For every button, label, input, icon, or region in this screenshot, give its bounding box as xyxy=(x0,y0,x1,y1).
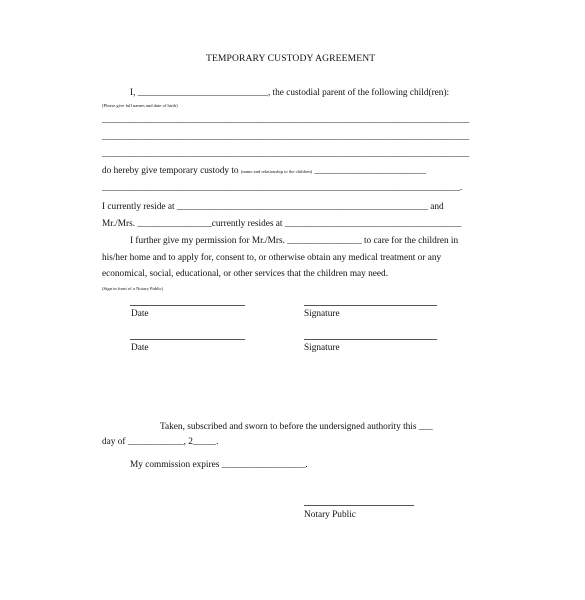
date-sign-line-2 xyxy=(130,339,245,340)
notary-note: (Sign in front of a Notary Public) xyxy=(102,286,164,291)
custody-end-line: _____________________________________________________________________________. xyxy=(102,183,463,193)
child-line-1: _______________________________________________________________________________ xyxy=(102,115,470,125)
child-line-3: _______________________________________________________________________________ xyxy=(102,149,470,159)
notary-public-label: Notary Public xyxy=(304,510,356,520)
day-line: day of ____________, 2_____. xyxy=(102,437,219,447)
intro-line: I, ____________________________, the custodial parent of the following child(ren): xyxy=(130,88,450,98)
sworn-line: Taken, subscribed and sworn to before the undersigned authority this ___ xyxy=(160,422,433,432)
commission-line: My commission expires __________________. xyxy=(130,460,308,470)
custody-note: (name and relationship to the children) xyxy=(240,169,313,174)
date-label-2: Date xyxy=(131,343,149,353)
services-line: economical, social, educational, or other services that the children may need. xyxy=(102,269,389,279)
custody-prefix: do hereby give temporary custody to xyxy=(102,166,239,176)
signature-label-1: Signature xyxy=(304,309,340,319)
date-sign-line-1 xyxy=(130,305,245,306)
custody-blank: ________________________ xyxy=(314,166,427,176)
document-title: TEMPORARY CUSTODY AGREEMENT xyxy=(206,53,376,64)
names-note: (Please give full names and date of birth) xyxy=(102,103,178,108)
signature-sign-line-2 xyxy=(304,339,437,340)
permission-line: I further give my permission for Mr./Mrs. ________________ to care for the children in xyxy=(130,236,459,246)
signature-label-2: Signature xyxy=(304,343,340,353)
home-line: his/her home and to apply for, consent to, or otherwise obtain any medical treatment or any xyxy=(102,253,442,263)
notary-sign-line xyxy=(304,505,414,506)
custody-line xyxy=(102,166,426,177)
signature-sign-line-1 xyxy=(304,305,437,306)
mr-line: Mr./Mrs. ________________currently resides at ______________________________________ xyxy=(102,219,462,229)
reside-line: I currently reside at ______________________________________________________ and xyxy=(102,202,444,212)
child-line-2: _______________________________________________________________________________ xyxy=(102,132,470,142)
date-label-1: Date xyxy=(131,309,149,319)
